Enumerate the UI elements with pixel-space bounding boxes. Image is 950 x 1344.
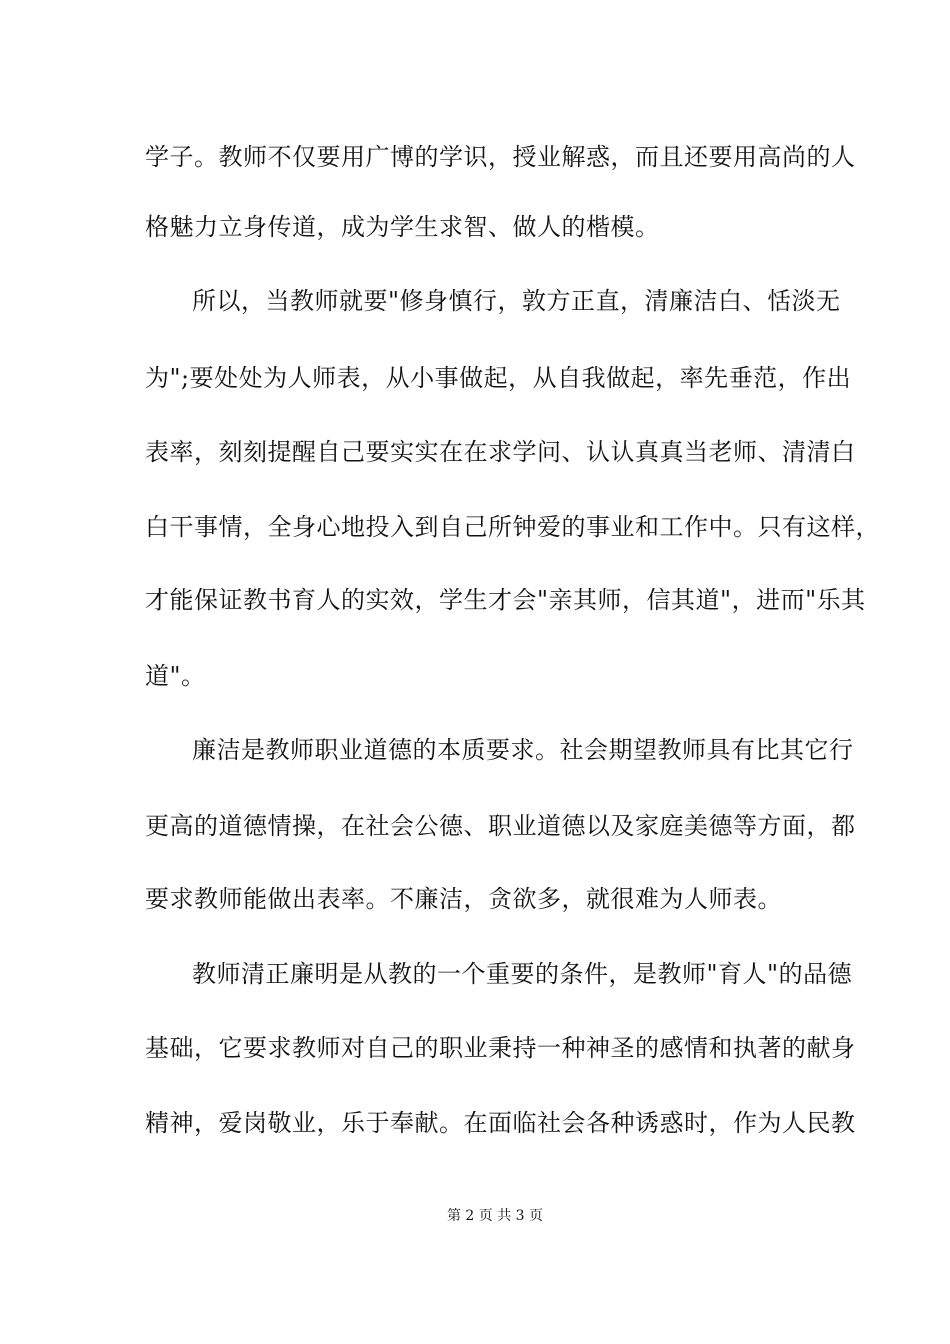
page-footer: 第 2 页 共 3 页 xyxy=(446,1208,544,1224)
text-line: 更高的道德情操，在社会公德、职业道德以及家庭美德等方面，都 xyxy=(145,812,856,840)
paragraph-start-line: 教师清正廉明是从教的一个重要的条件，是教师"育人"的品德 xyxy=(192,960,853,988)
text-line: 学子。教师不仅要用广博的学识，授业解惑，而且还要用高尚的人 xyxy=(145,143,856,171)
paragraph-start-line: 廉洁是教师职业道德的本质要求。社会期望教师具有比其它行 xyxy=(192,736,854,764)
text-line: 白干事情，全身心地投入到自己所钟爱的事业和工作中。只有这样， xyxy=(145,513,880,541)
text-line: 才能保证教书育人的实效，学生才会"亲其师，信其道"，进而"乐其 xyxy=(145,586,866,614)
text-line: 基础，它要求教师对自己的职业秉持一种神圣的感情和执著的献身 xyxy=(145,1034,856,1062)
text-line: 道"。 xyxy=(145,662,206,690)
text-line: 精神，爱岗敬业，乐于奉献。在面临社会各种诱惑时，作为人民教 xyxy=(145,1109,856,1137)
paragraph-start-line: 所以，当教师就要"修身慎行，敦方正直，清廉洁白、恬淡无 xyxy=(192,287,841,315)
text-line: 要求教师能做出表率。不廉洁，贪欲多，就很难为人师表。 xyxy=(145,885,782,913)
text-line: 表率，刻刻提醒自己要实实在在求学问、认认真真当老师、清清白 xyxy=(145,438,856,466)
text-line: 为";要处处为人师表，从小事做起，从自我做起，率先垂范，作出 xyxy=(145,364,852,392)
text-line: 格魅力立身传道，成为学生求智、做人的楷模。 xyxy=(145,213,660,241)
